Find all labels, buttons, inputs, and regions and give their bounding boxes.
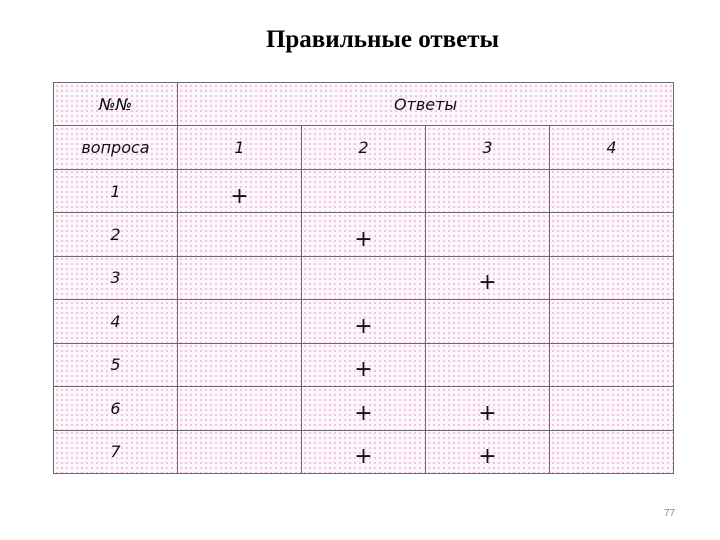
answer-mark: +: [354, 400, 373, 426]
answer-cell: [178, 430, 302, 474]
answer-cell: [550, 213, 674, 256]
answer-option-header: 4: [550, 126, 674, 169]
table-row: [54, 387, 674, 430]
question-number: 7: [54, 430, 178, 474]
answer-cell: [550, 256, 674, 299]
question-number: 2: [54, 213, 178, 256]
answer-cell: [426, 387, 550, 430]
answer-cell: [302, 213, 426, 256]
answer-mark: +: [354, 444, 373, 470]
answer-option-header: 2: [302, 126, 426, 169]
answer-cell: [426, 300, 550, 343]
answer-cell: [302, 169, 426, 212]
answer-mark: +: [478, 444, 497, 470]
question-number: 6: [54, 387, 178, 430]
answer-cell: [302, 430, 426, 474]
answer-mark: +: [478, 270, 497, 296]
table-row: [54, 169, 674, 212]
question-number-header: №№: [54, 83, 178, 126]
answer-cell: [178, 213, 302, 256]
answer-cell: [302, 343, 426, 386]
table-row: [54, 256, 674, 299]
answer-cell: [178, 300, 302, 343]
answer-cell: [426, 343, 550, 386]
answers-header: Ответы: [178, 83, 674, 126]
answer-cell: [426, 169, 550, 212]
answer-cell: [178, 387, 302, 430]
question-number: 5: [54, 343, 178, 386]
answer-cell: [302, 387, 426, 430]
question-number: 1: [54, 169, 178, 212]
answer-cell: [426, 256, 550, 299]
answer-option-header: 3: [426, 126, 550, 169]
table-row: [54, 343, 674, 386]
answers-table: [53, 82, 674, 474]
slide-title: Правильные ответы: [265, 26, 500, 53]
answer-cell: [550, 387, 674, 430]
answer-cell: [550, 430, 674, 474]
table-row: [54, 300, 674, 343]
answer-cell: [550, 343, 674, 386]
answer-mark: +: [478, 400, 497, 426]
answer-cell: [426, 430, 550, 474]
question-number: 3: [54, 256, 178, 299]
page-number: 77: [664, 508, 676, 519]
answer-cell: [178, 256, 302, 299]
answer-mark: +: [230, 183, 249, 209]
answer-cell: [550, 169, 674, 212]
answer-cell: [550, 300, 674, 343]
answer-cell: [178, 343, 302, 386]
table-row: [54, 430, 674, 474]
answer-cell: [178, 169, 302, 212]
answer-mark: +: [354, 357, 373, 383]
question-number: 4: [54, 300, 178, 343]
table-subheader-row: [54, 126, 674, 169]
answer-cell: [302, 300, 426, 343]
answer-mark: +: [354, 227, 373, 253]
answer-cell: [302, 256, 426, 299]
question-subheader: вопроса: [54, 126, 178, 169]
table-header-row: [54, 83, 674, 126]
answer-mark: +: [354, 313, 373, 339]
table-row: [54, 213, 674, 256]
answer-cell: [426, 213, 550, 256]
answer-option-header: 1: [178, 126, 302, 169]
